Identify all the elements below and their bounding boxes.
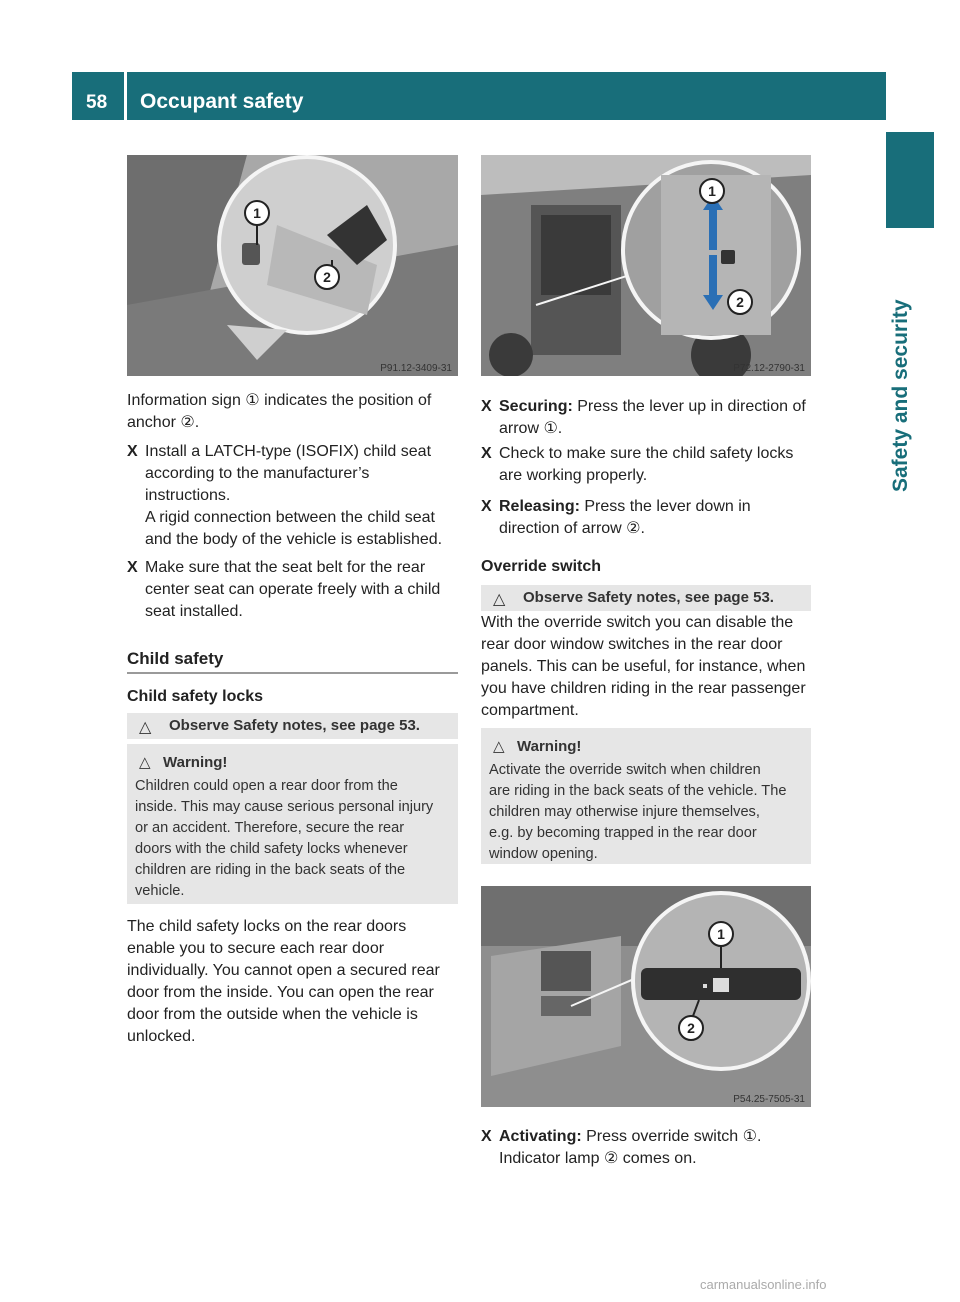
- callout-2-label: 2: [323, 269, 331, 285]
- override-switch-image: [481, 886, 811, 1107]
- step-securing: X Securing: Press the lever up in direction of arrow ①.: [481, 398, 806, 437]
- warning-title: Warning!: [163, 754, 228, 771]
- child-safety-heading: Child safety: [127, 649, 224, 668]
- callout-1-label: 1: [253, 205, 261, 221]
- safety-notice-1: [127, 713, 458, 739]
- safety-notice-2: [481, 585, 811, 611]
- header-bar: [72, 72, 886, 120]
- step-check-belt: X Make sure that the seat belt for the rear center seat can operate freely with a child seat installed.: [127, 559, 441, 620]
- safety-notice-link[interactable]: Observe Safety notes, see page 53.: [169, 717, 420, 734]
- safety-notice-link[interactable]: Observe Safety notes, see page 53.: [523, 589, 774, 606]
- intro-paragraph: Information sign ① indicates the position of anchor ②.: [127, 392, 432, 431]
- section-tab-marker: [886, 132, 934, 228]
- step-marker-icon: X: [127, 559, 138, 576]
- child-locks-paragraph: The child safety locks on the rear doors enable you to secure each rear door individually. You cannot open a secured rear door from the inside. You can open the rear door from the outside when the vehicle is unlocked.: [127, 918, 440, 1045]
- override-paragraph: With the override switch you can disable the rear door window switches in the rear door panels. This can be useful, for instance, when you have children riding in the rear passenger compartment.: [481, 614, 806, 719]
- override-switch-heading: Override switch: [481, 558, 602, 575]
- callout-1-label: 1: [717, 926, 725, 942]
- callout-1-label: 1: [708, 183, 716, 199]
- child-safety-locks-heading: Child safety locks: [127, 688, 264, 705]
- warning-triangle-icon: △: [139, 754, 151, 771]
- image-code: P91.12-3409-31: [380, 363, 452, 374]
- step-marker-icon: X: [481, 1128, 492, 1145]
- image-code: P54.25-7505-31: [733, 1094, 805, 1105]
- section-rule: [127, 672, 458, 674]
- step-check-locks: X Check to make sure the child safety locks are working properly.: [481, 445, 794, 484]
- warning-title: Warning!: [517, 738, 582, 755]
- section-tab-label: Safety and security: [889, 299, 912, 492]
- isofix-anchor-image: [127, 155, 458, 376]
- step-install-seat: X Install a LATCH-type (ISOFIX) child seat according to the manufacturer’s instructions. A rigid connection between the child seat and the body of the vehicle is established.: [127, 443, 443, 548]
- step-releasing: X Releasing: Press the lever down in direction of arrow ②.: [481, 498, 751, 537]
- step-marker-icon: X: [481, 398, 492, 415]
- warning-box-1: △ Warning! Children could open a rear door from the inside. This may cause serious personal injury or an accident. Therefore, secure the rear doors with the child safety locks whenever children are riding in the back seats of the vehicle.: [127, 744, 458, 904]
- callout-2-label: 2: [736, 294, 744, 310]
- warning-triangle-icon: △: [493, 591, 506, 608]
- watermark: carmanualsonline.info: [700, 1277, 827, 1292]
- header-divider: [124, 72, 127, 120]
- step-marker-icon: X: [481, 445, 492, 462]
- image-code: P72.12-2790-31: [733, 363, 805, 374]
- page-title: Occupant safety: [140, 90, 304, 113]
- page-number: 58: [86, 92, 108, 113]
- callout-2-label: 2: [687, 1020, 695, 1036]
- warning-triangle-icon: △: [493, 738, 505, 755]
- step-marker-icon: X: [481, 498, 492, 515]
- step-marker-icon: X: [127, 443, 138, 460]
- rear-door-lock-image: [481, 155, 811, 376]
- step-activating: X Activating: Press override switch ①. Indicator lamp ② comes on.: [481, 1128, 762, 1167]
- warning-box-2: △ Warning! Activate the override switch when children are riding in the back seats of the vehicle. The children may otherwise injure themselves, e.g. by becoming trapped in the rear door window opening.: [481, 728, 811, 864]
- warning-triangle-icon: △: [139, 719, 152, 736]
